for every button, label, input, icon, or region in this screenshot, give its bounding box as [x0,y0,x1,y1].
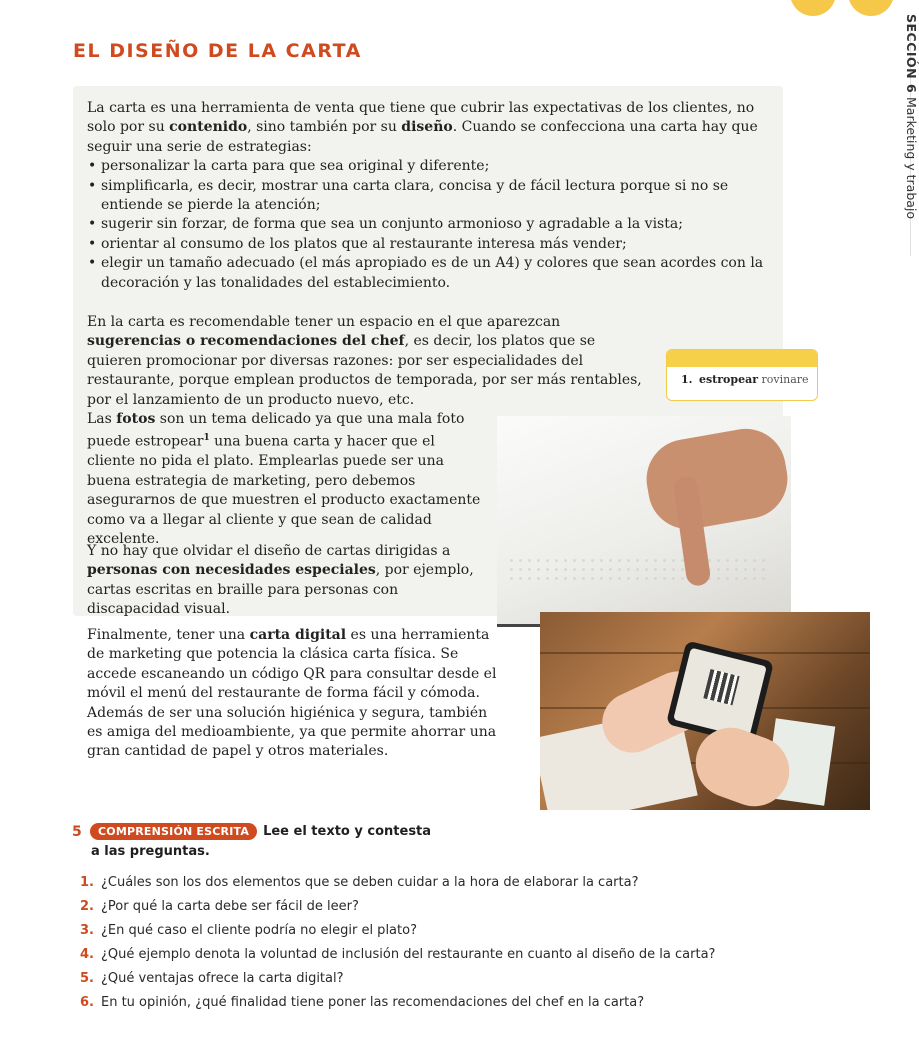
question-list [72,873,715,1012]
list-item: • personalizar la carta para que sea original y diferente; [87,157,767,176]
exercise-header [72,823,715,840]
digital-menu-paragraph: Finalmente, tener una carta digital es una herramienta de marketing que potencia la clásica carta física. Se accede escaneando un código QR para consultar desde el móvil el menú del restaurante de forma fácil y cómoda. Además de ser una solución higiénica y segura, también es amiga del medioambiente, ya que permite ahorrar una gran cantidad de papel y otros materiales. [87,627,497,760]
hand-shape [640,423,794,536]
intro-block [87,99,767,293]
section-tab [885,8,919,264]
question-item: 2. ¿Por qué la carta debe ser fácil de leer? [80,899,359,914]
braille-dots [507,556,767,586]
photos-paragraph: Las fotos son un tema delicado ya que una mala foto puede estropear$^1$ una buena carta y hacer que el cliente no pida el plato. Emplearlas puede ser una buena estrategia de marketing, pero debemos asegurarnos de que muestren el producto exactamente como va a llegar al cliente y que sean de calidad excelente. [87,411,481,548]
glossary-box [666,349,818,401]
braille-photo [497,416,791,627]
exercise-badge: COMPRENSIÓN ESCRITA [90,823,257,840]
question-item: 4. ¿Qué ejemplo denota la voluntad de inclusión del restaurante en cuanto al diseño de la carta? [80,947,716,962]
list-item: • simplificarla, es decir, mostrar una carta clara, concisa y de fácil lectura porque si no se entiende se pierde la atención; [87,177,767,216]
page-title: EL DISEÑO DE LA CARTA [73,40,362,62]
strategy-list [87,157,767,293]
section-number: SECCIÓN 6 [904,14,919,94]
exercise-block [72,823,715,1017]
list-item: • orientar al consumo de los platos que al restaurante interesa más vender; [87,235,767,254]
braille-paragraph: Y no hay que olvidar el diseño de cartas dirigidas a personas con necesidades especiales, por ejemplo, cartas escritas en braille para personas con discapacidad visual. [87,543,474,618]
qr-code-icon [703,669,739,705]
glossary-entry: 1. estropear rovinare [681,373,809,386]
list-item: • sugerir sin forzar, de forma que sea un conjunto armonioso y agradable a la vista; [87,215,767,234]
question-item: 3. ¿En qué caso el cliente podría no elegir el plato? [80,923,417,938]
question-item: 1. ¿Cuáles son los dos elementos que se deben cuidar a la hora de elaborar la carta? [80,875,639,890]
exercise-number: 5 [72,823,82,840]
section-topic: Marketing y trabajo [904,97,919,220]
chef-paragraph: En la carta es recomendable tener un espacio en el que aparezcan sugerencias o recomendaciones del chef, es decir, los platos que se quieren promocionar por diversas razones: por ser especialidades del restaurante, porque emplean productos de temporada, por ser más rentables, por el lanzamiento de un producto nuevo, etc. [87,314,642,408]
exercise-instruction-cont: a las preguntas. [91,844,210,859]
question-item: 6. En tu opinión, ¿qué finalidad tiene poner las recomendaciones del chef en la carta? [80,995,645,1010]
phone-screen [673,648,767,739]
glossary-band [667,350,817,367]
qr-scan-photo [540,612,870,810]
intro-paragraph: La carta es una herramienta de venta que tiene que cubrir las expectativas de los clientes, no solo por su contenido, sino también por su diseño. Cuando se confecciona una carta hay que seguir una serie de estrategias: [87,100,758,155]
list-item: • elegir un tamaño adecuado (el más apropiado es de un A4) y colores que sean acordes con la decoración y las tonalidades del establecimiento. [87,254,767,293]
exercise-instruction: Lee el texto y contesta [263,824,432,839]
question-item: 5. ¿Qué ventajas ofrece la carta digital? [80,971,344,986]
decorative-circle-1 [790,0,836,16]
